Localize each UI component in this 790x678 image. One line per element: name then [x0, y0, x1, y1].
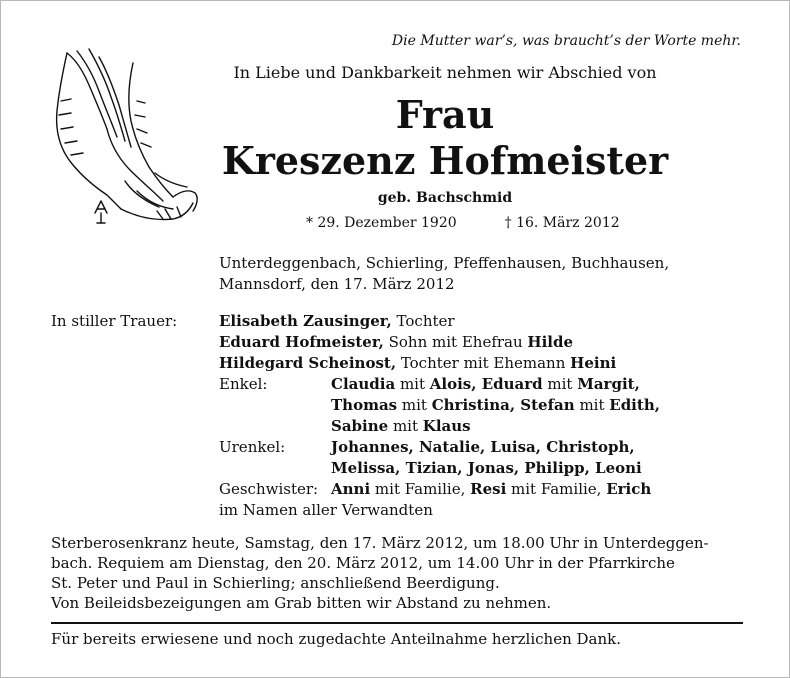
family-member-name: Hilde — [527, 333, 574, 351]
family-member-name: Alois, Eduard — [429, 375, 543, 393]
relatives-line: im Namen aller Verwandten — [219, 501, 433, 519]
family-member-name: Margit, — [577, 375, 640, 393]
thanks-text: Für bereits erwiesene und noch zugedachte Anteilnahme herzlichen Dank. — [51, 630, 621, 648]
service-line-1: Sterberosenkranz heute, Samstag, den 17. März 2012, um 18.00 Uhr in Unterdeggen- — [51, 534, 709, 552]
siblings-label: Geschwister: — [219, 480, 319, 498]
service-info — [51, 533, 743, 613]
divider — [51, 622, 743, 624]
mourning-label: In stiller Trauer: — [51, 312, 178, 330]
family-line-daughter — [219, 311, 660, 332]
family-list — [219, 311, 660, 521]
great-grandchildren-line-1 — [219, 437, 660, 458]
family-member-names: Melissa, Tizian, Jonas, Philipp, Leoni — [331, 459, 642, 477]
great-grandchildren-line-2 — [219, 458, 660, 479]
maiden-name: geb. Bachschmid — [377, 190, 513, 206]
connector-text: mit — [574, 396, 610, 414]
great-grandchildren-label: Urenkel: — [219, 438, 286, 456]
family-member-name: Resi — [470, 480, 507, 498]
family-line-daughter-2 — [219, 353, 660, 374]
place-line-2: Mannsdorf, den 17. März 2012 — [219, 275, 455, 293]
service-line-2: bach. Requiem am Dienstag, den 20. März 2012, um 14.00 Uhr in der Pfarrkirche — [51, 554, 675, 572]
motto: Die Mutter war’s, was braucht’s der Worte mehr. — [391, 33, 741, 49]
family-member-name: Elisabeth Zausinger, — [219, 312, 392, 330]
connector-text: mit Familie, — [370, 480, 471, 498]
siblings-line — [219, 479, 660, 500]
service-line-4: Von Beileidsbezeigungen am Grab bitten wir Abstand zu nehmen. — [51, 594, 552, 612]
intro-text: In Liebe und Dankbarkeit nehmen wir Abschied von — [233, 63, 657, 82]
death-date: † 16. März 2012 — [504, 215, 620, 231]
connector-text: mit — [395, 375, 430, 393]
connector-text: mit — [388, 417, 423, 435]
family-relation: Tochter — [391, 312, 455, 330]
family-member-name: Heini — [570, 354, 617, 372]
connector-text: mit Familie, — [506, 480, 607, 498]
grandchildren-line-2 — [219, 395, 660, 416]
family-member-name: Hildegard Scheinost, — [219, 354, 397, 372]
grandchildren-line-3 — [219, 416, 660, 437]
connector-text: mit — [397, 396, 432, 414]
family-line-son — [219, 332, 660, 353]
grandchildren-label: Enkel: — [219, 375, 268, 393]
life-dates — [306, 215, 620, 231]
place-and-date — [219, 253, 739, 295]
family-member-name: Sabine — [331, 417, 389, 435]
title-salutation: Frau — [395, 92, 495, 137]
family-relation: Sohn mit Ehefrau — [383, 333, 528, 351]
family-member-name: Eduard Hofmeister, — [219, 333, 384, 351]
connector-text: mit — [542, 375, 578, 393]
family-member-name: Edith, — [609, 396, 660, 414]
family-member-name: Thomas — [331, 396, 398, 414]
family-member-name: Anni — [331, 480, 371, 498]
family-relation: Tochter mit Ehemann — [396, 354, 571, 372]
family-member-name: Christina, Stefan — [431, 396, 575, 414]
family-member-names: Johannes, Natalie, Luisa, Christoph, — [331, 438, 635, 456]
family-member-name: Erich — [606, 480, 652, 498]
service-line-3: St. Peter und Paul in Schierling; anschließend Beerdigung. — [51, 574, 500, 592]
place-line-1: Unterdeggenbach, Schierling, Pfeffenhausen, Buchhausen, — [219, 254, 670, 272]
family-member-name: Claudia — [331, 375, 396, 393]
deceased-name: Kreszenz Hofmeister — [221, 138, 669, 183]
family-member-name: Klaus — [422, 417, 471, 435]
birth-date: * 29. Dezember 1920 — [306, 215, 457, 231]
grandchildren-line-1 — [219, 374, 660, 395]
